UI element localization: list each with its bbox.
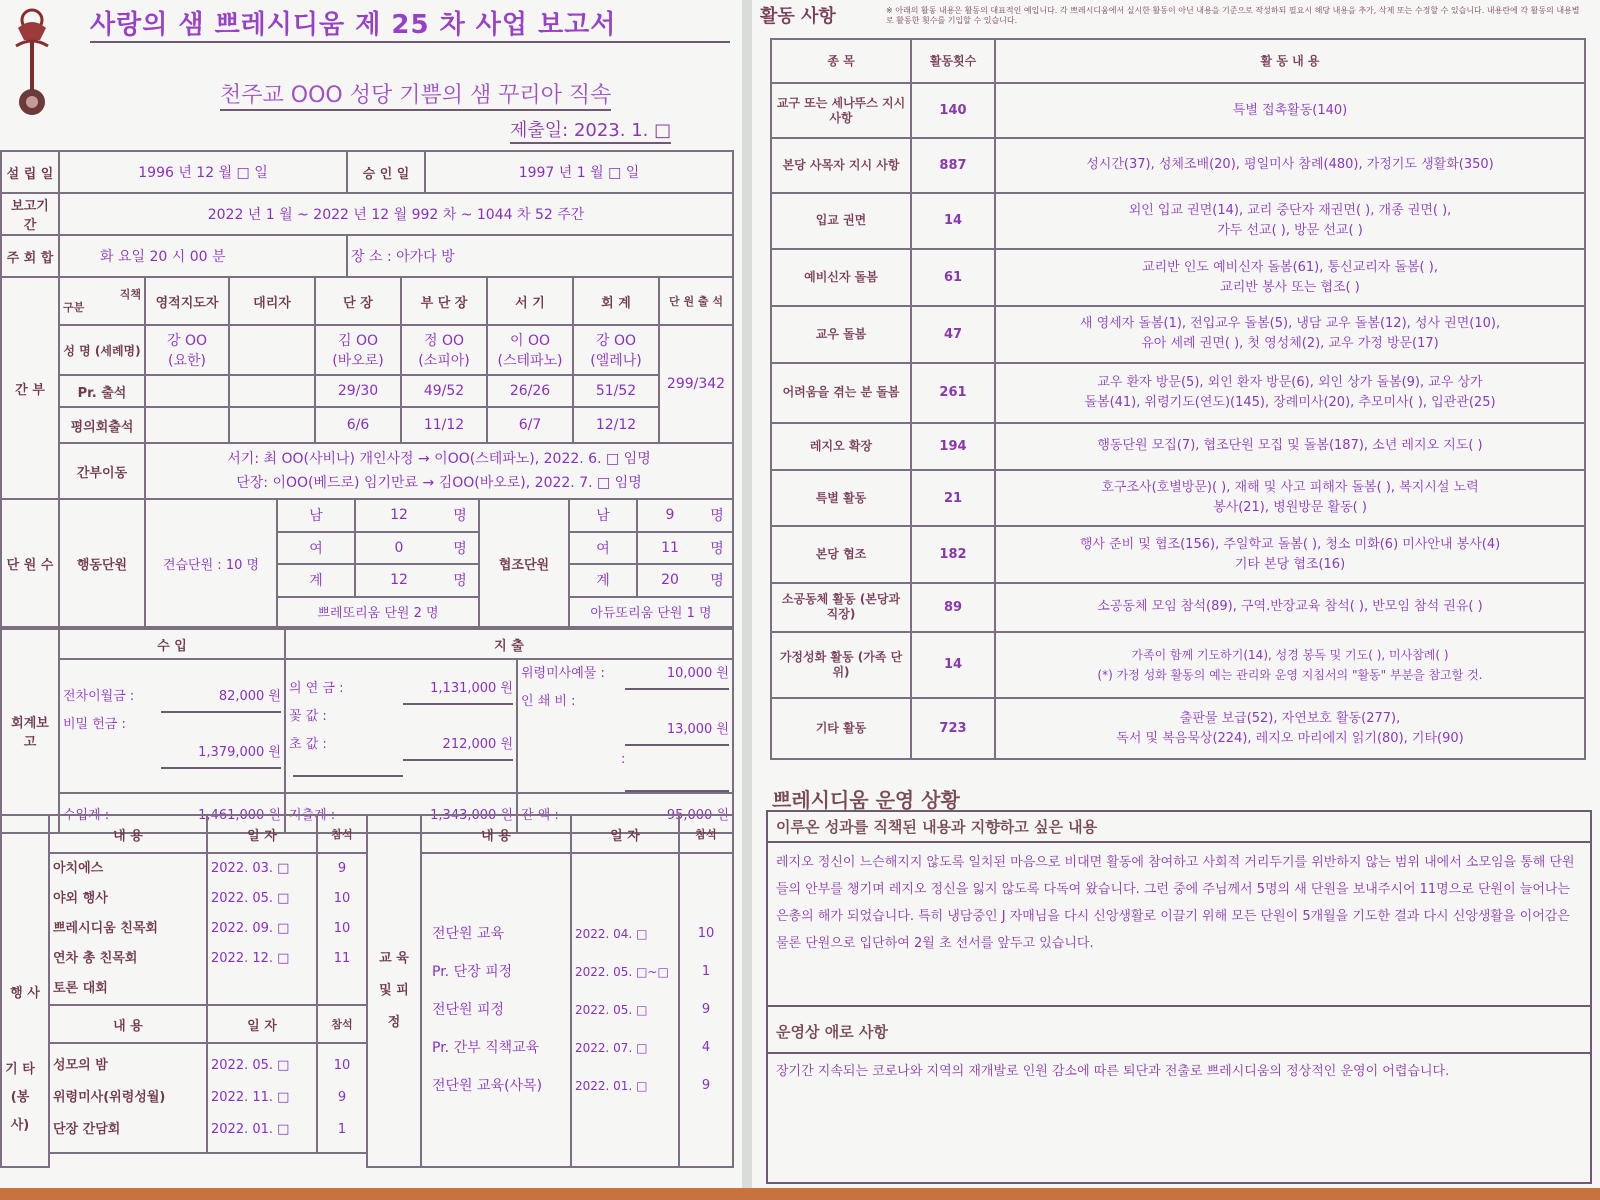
- activity-type: 본당 협조: [771, 526, 911, 583]
- activity-count: 261: [911, 363, 995, 424]
- expense-label: 의 연 금 :: [289, 681, 344, 696]
- officer-name-cell: [145, 325, 229, 375]
- activities-col-content: 활 동 내 용: [995, 39, 1585, 83]
- events-education-table: [0, 814, 734, 1168]
- event-content: 연차 총 친목회: [53, 951, 138, 966]
- expense-cell-2: [517, 659, 733, 793]
- event-content: 야외 행사: [53, 891, 108, 906]
- activity-type: 교우 돌봄: [771, 306, 911, 363]
- pr-attendance-label: Pr. 출석: [59, 375, 145, 407]
- education-col-attend: 참석: [679, 815, 733, 853]
- aux-row-key: 계: [569, 564, 637, 597]
- officer-baptismal: (바오로): [332, 353, 384, 369]
- activity-type: 가정성화 활동 (가족 단위): [771, 632, 911, 699]
- income-total: 1,461,000 원: [198, 807, 281, 823]
- activity-desc-line: 행동단원 모집(7), 협조단원 모집 및 돌봄(187), 소년 레지오 지도( ): [1097, 438, 1483, 454]
- difficulty-body: [768, 1052, 1590, 1089]
- education-content: Pr. 단장 피정: [432, 964, 513, 980]
- difficulty-text: 장기간 지속되는 코로나와 지역의 재개발로 인원 감소에 따른 퇴단과 전출로 쁘레시디움의 정상적인 운영이 어렵습니다.: [776, 1064, 1450, 1079]
- activity-desc: [995, 193, 1585, 250]
- officers-section-label: 간 부: [1, 277, 59, 499]
- activity-type: 특별 활동: [771, 470, 911, 527]
- expense-item: [521, 688, 729, 737]
- officer-change-line: 서기: 최 OO(사비나) 개인사정 → 이OO(스테파노), 2022. 6. □ 임명: [227, 451, 651, 467]
- activity-desc: [995, 306, 1585, 363]
- active-row-unit: 명: [442, 532, 479, 565]
- operation-title: 쁘레시디움 운영 상황: [772, 788, 960, 812]
- officer-change-cell: [145, 443, 733, 499]
- other-content: 위령미사(위령성월): [53, 1090, 166, 1105]
- activity-count: 194: [911, 423, 995, 470]
- aux-row-value: 20: [637, 564, 702, 597]
- active-row-key: 계: [277, 564, 355, 597]
- income-cell: [59, 659, 285, 793]
- activity-desc: [995, 632, 1585, 699]
- activity-desc-line: 교우 환자 방문(5), 외인 환자 방문(6), 외인 상가 돌봄(9), 교우 상가: [1097, 374, 1483, 390]
- submit-date: 제출일: 2023. 1. □: [510, 116, 671, 144]
- activity-desc-line: 행사 준비 및 협조(156), 주일학교 돌봄( ), 청소 미화(6) 미사안내 봉사(4): [1079, 536, 1501, 552]
- achievement-body: [768, 843, 1590, 1007]
- activity-type: 기타 활동: [771, 698, 911, 759]
- expense-value: 10,000 원: [625, 660, 729, 690]
- activity-desc: [995, 138, 1585, 193]
- approved-value: 1997 년 1 월 □ 일: [425, 151, 733, 193]
- officer-name-cell: [229, 325, 315, 375]
- activity-desc-line: 봉사(21), 병원방문 활동( ): [1213, 500, 1367, 516]
- expense-total: 1,343,000 원: [430, 807, 513, 823]
- period-value: 2022 년 1 월 ~ 2022 년 12 월 992 차 ~ 1044 차 52 주간: [59, 193, 733, 235]
- event-attend: 10: [333, 891, 351, 906]
- event-date: 2022. 03. □: [211, 861, 290, 876]
- bottom-border-strip: [0, 1188, 1600, 1200]
- activity-desc-line: 돌봄(41), 위령기도(연도)(145), 장례미사(20), 추모미사( ), 입관관(25): [1084, 394, 1496, 410]
- header-deputy: 대리자: [229, 277, 315, 325]
- officer-baptismal: (소피아): [418, 353, 470, 369]
- pr-attendance-value: [145, 375, 229, 407]
- activity-count: 89: [911, 583, 995, 632]
- other-content: 성모의 밤: [53, 1058, 108, 1073]
- activity-count: 14: [911, 632, 995, 699]
- other-content-list: [49, 1043, 207, 1153]
- education-attend: 9: [701, 1078, 711, 1093]
- expense-cell-1: [285, 659, 517, 793]
- education-content: 전단원 교육(사목): [432, 1078, 543, 1094]
- activity-desc: [995, 583, 1585, 632]
- pr-attendance-value: 51/52: [573, 375, 659, 407]
- event-date: 2022. 05. □: [211, 891, 290, 906]
- activity-count: 887: [911, 138, 995, 193]
- expense-value: [625, 774, 729, 792]
- carry-value: 82,000 원: [161, 683, 281, 713]
- active-members-label: 행동단원: [59, 499, 145, 627]
- council-attendance-label: 평의회출석: [59, 407, 145, 443]
- member-attendance-value: 299/342: [659, 325, 733, 443]
- activities-note: ※ 아래의 활동 내용은 활동의 대표적인 예입니다. 각 쁘레시디움에서 실시한 활동이 아닌 내용을 기준으로 작성하되 필요시 해당 내용을 추가, 삭제 또는 수정할 수 있습니다. 내용란에 각 활동의 내용별로 활동한 횟수를 기입할 수 있습니다.: [886, 6, 1580, 25]
- expense-item: [521, 660, 729, 688]
- officer-name-cell: [573, 325, 659, 375]
- members-table: [0, 498, 734, 628]
- event-content: 아치에스: [53, 861, 104, 876]
- council-attendance-value: 12/12: [573, 407, 659, 443]
- council-attendance-value: [229, 407, 315, 443]
- activity-type: 입교 권면: [771, 193, 911, 250]
- aux-row-value: 11: [637, 532, 702, 565]
- activity-desc: [995, 698, 1585, 759]
- activity-desc: [995, 363, 1585, 424]
- other-section-label: 기 타 (봉사): [5, 1062, 35, 1133]
- auxiliary-members-label: 협조단원: [479, 499, 569, 627]
- activity-type: 소공동체 활동 (본당과 직장): [771, 583, 911, 632]
- other-date-list: [207, 1043, 317, 1153]
- events-col-attend: 참석: [317, 815, 367, 853]
- income-item: [63, 711, 281, 760]
- expense-value: 13,000 원: [625, 716, 729, 746]
- event-content: 토론 대회: [53, 981, 108, 996]
- income-head: 수 입: [59, 629, 285, 659]
- activity-count: 182: [911, 526, 995, 583]
- officer-name-cell: [401, 325, 487, 375]
- members-section-label: 단 원 수: [1, 499, 59, 627]
- other-col-content: 내 용: [49, 1005, 207, 1043]
- difficulty-head-row: [768, 1007, 1590, 1052]
- education-content: 전단원 교육: [432, 926, 505, 942]
- event-date: 2022. 12. □: [211, 951, 290, 966]
- education-col-content: 내 용: [421, 815, 571, 853]
- officer-baptismal: (스테파노): [497, 353, 563, 369]
- activity-desc-line: 교리반 인도 예비신자 돌봄(61), 통신교리자 돌봄( ),: [1142, 259, 1438, 275]
- activity-count: 140: [911, 83, 995, 138]
- activity-desc-line: 새 영세자 돌봄(1), 전입교우 돌봄(5), 냉담 교우 돌봄(12), 성사 권면(10),: [1079, 316, 1501, 332]
- council-attendance-value: 6/7: [487, 407, 573, 443]
- activity-desc-line: 소공동체 모임 참석(89), 구역.반장교육 참석( ), 반모임 참석 권유( ): [1097, 599, 1483, 615]
- corner-top: 직책: [119, 288, 141, 301]
- activity-type: 예비신자 돌봄: [771, 249, 911, 306]
- events-content-list: [49, 853, 207, 1005]
- secret-label: 비밀 헌금 :: [63, 717, 126, 732]
- active-row-value: 12: [355, 499, 442, 532]
- events-section-label: 행 사: [1, 815, 49, 1167]
- events-col-content: 내 용: [49, 815, 207, 853]
- other-col-date: 일 자: [207, 1005, 317, 1043]
- activity-count: 61: [911, 249, 995, 306]
- founded-label: 설 립 일: [1, 151, 59, 193]
- expense-label: 꽃 값 :: [289, 709, 327, 724]
- active-row-value: 12: [355, 564, 442, 597]
- activity-desc: [995, 470, 1585, 527]
- other-attend: 9: [337, 1090, 347, 1105]
- expense-head: 지 출: [285, 629, 733, 659]
- expense-label: :: [621, 752, 626, 767]
- events-col-date: 일 자: [207, 815, 317, 853]
- achievement-head: 이루온 성과를 직책된 내용과 지향하고 싶은 내용: [776, 818, 1098, 836]
- council-attendance-value: [145, 407, 229, 443]
- active-row-value: 0: [355, 532, 442, 565]
- carry-label: 전차이월금 :: [63, 689, 135, 704]
- officer-change-label: 간부이동: [59, 443, 145, 499]
- operation-box: [766, 810, 1592, 1184]
- activity-desc: [995, 249, 1585, 306]
- difficulty-head: 운영상 애로 사항: [776, 1023, 888, 1041]
- header-vice-president: 부 단 장: [401, 277, 487, 325]
- header-president: 단 장: [315, 277, 401, 325]
- active-row-unit: 명: [442, 499, 479, 532]
- balance: 95,000 원: [666, 807, 729, 823]
- education-date: 2022. 05. □: [575, 1003, 648, 1017]
- event-date: [211, 974, 313, 1004]
- officer-name: 강 OO: [595, 333, 636, 349]
- activities-col-type: 종 목: [771, 39, 911, 83]
- education-date: 2022. 04. □: [575, 927, 648, 941]
- pr-attendance-value: 29/30: [315, 375, 401, 407]
- activities-title: 활동 사항: [760, 6, 836, 27]
- event-attend: 11: [333, 951, 351, 966]
- council-attendance-value: 6/6: [315, 407, 401, 443]
- corner-bottom: 구분: [63, 301, 85, 314]
- aux-row-unit: 명: [702, 499, 733, 532]
- education-content-list: [421, 853, 571, 1167]
- activity-type: 교구 또는 세나뚜스 지시 사항: [771, 83, 911, 138]
- officer-name-cell: [315, 325, 401, 375]
- activity-type: 본당 사목자 지시 사항: [771, 138, 911, 193]
- officer-name: 강 OO: [166, 333, 207, 349]
- activity-desc-line: 독서 및 복음묵상(224), 레지오 마리에지 읽기(80), 기타(90): [1116, 730, 1464, 746]
- period-label: 보고기간: [1, 193, 59, 235]
- active-row-key: 남: [277, 499, 355, 532]
- officers-corner: [59, 277, 145, 325]
- header-treasurer: 회 계: [573, 277, 659, 325]
- education-content: 전단원 피정: [432, 1002, 505, 1018]
- event-attend: 10: [333, 921, 351, 936]
- other-date: 2022. 05. □: [211, 1058, 290, 1073]
- approved-label: 승 인 일: [347, 151, 425, 193]
- officer-baptismal: (요한): [168, 353, 206, 369]
- income-total-label: 수입계 :: [63, 807, 110, 823]
- activity-count: 723: [911, 698, 995, 759]
- activity-desc-line: 가족이 함께 기도하기(14), 성경 봉독 및 기도( ), 미사참례( ): [1131, 647, 1449, 662]
- expense-label: 인 쇄 비 :: [521, 694, 576, 709]
- active-row-key: 여: [277, 532, 355, 565]
- legion-emblem-icon: [8, 6, 64, 118]
- meeting-place: 장 소 : 아가다 방: [347, 235, 733, 277]
- name-label: 성 명 (세례명): [59, 325, 145, 375]
- aux-row-value: 9: [637, 499, 702, 532]
- activities-col-count: 활동횟수: [911, 39, 995, 83]
- education-section-label: 교 육 및 피 정: [367, 815, 421, 1167]
- active-row-unit: 명: [442, 564, 479, 597]
- other-attend-list: [317, 1043, 367, 1153]
- expense-total-label: 지출계 :: [289, 807, 336, 823]
- report-left-page: [0, 0, 742, 1188]
- spacer-cell: [49, 1153, 367, 1167]
- activity-desc-line: 가두 선교( ), 방문 선교( ): [1217, 222, 1363, 238]
- activity-desc-line: (*) 가정 성화 활동의 예는 관리와 운영 지침서의 "활동" 부분을 참고할 것.: [1097, 667, 1483, 682]
- achievement-text: 레지오 정신이 느슨해지지 않도록 일치된 마음으로 비대면 활동에 참여하고 사회적 거리두기를 위반하지 않는 범위 내에서 소모임을 통해 단원들의 안부를 챙기며 레지오 정신을 잃지 않도록 다독여 왔습니다. 그런 중에 주님께서 5명의 새 단원을 보내주시어 11명으로 단원이 늘어나는 은총의 해가 되었습니다. 특히 냉담중인 J 자매님을 다시 신앙생활로 이끌기 위해 모든 단원이 5개월을 기도한 결과 다시 신앙생활을 이어감은 물론 단원으로 입단하여 2월 초 선서를 앞두고 있습니다.: [776, 855, 1575, 951]
- event-attend: 9: [337, 861, 347, 876]
- header-member-attendance: 단 원 출 석: [659, 277, 733, 325]
- header-secretary: 서 기: [487, 277, 573, 325]
- activity-desc-line: 호구조사(호별방문)( ), 재해 및 사고 피해자 돌봄( ), 복지시설 노력: [1101, 480, 1479, 496]
- aux-row-key: 여: [569, 532, 637, 565]
- events-date-list: [207, 853, 317, 1005]
- education-date: 2022. 01. □: [575, 1079, 648, 1093]
- education-attend: 9: [701, 1002, 711, 1017]
- founded-value: 1996 년 12 월 □ 일: [59, 151, 347, 193]
- activities-table: [770, 38, 1586, 760]
- officer-name: 이 OO: [509, 333, 550, 349]
- other-date: 2022. 01. □: [211, 1122, 290, 1137]
- event-date: 2022. 09. □: [211, 921, 290, 936]
- trainee-members: 견습단원 : 10 명: [145, 499, 277, 627]
- other-attend: 1: [337, 1122, 347, 1137]
- pr-attendance-value: 49/52: [401, 375, 487, 407]
- education-attend: 1: [701, 964, 711, 979]
- expense-item: [289, 675, 513, 703]
- council-attendance-value: 11/12: [401, 407, 487, 443]
- activity-type: 어려움을 겪는 분 돌봄: [771, 363, 911, 424]
- meeting-label: 주 회 합: [1, 235, 59, 277]
- meeting-value: 화 요일 20 시 00 분: [59, 235, 347, 277]
- report-subtitle: 천주교 OOO 성당 기쁨의 샘 꾸리아 직속: [220, 78, 611, 111]
- officer-baptismal: (엘레나): [590, 353, 642, 369]
- activity-count: 14: [911, 193, 995, 250]
- activity-desc: [995, 526, 1585, 583]
- education-date: 2022. 07. □: [575, 1041, 648, 1055]
- education-attend-list: [679, 853, 733, 1167]
- event-content: 쁘레시디움 친목회: [53, 921, 158, 936]
- active-tribune: 쁘레또리움 단원 2 명: [277, 597, 479, 628]
- achievement-head-row: [768, 812, 1590, 843]
- expense-label: 초 값 :: [289, 737, 327, 752]
- activity-desc-line: 출판물 보급(52), 자연보호 활동(277),: [1179, 710, 1401, 726]
- other-col-attend: 참석: [317, 1005, 367, 1043]
- other-content: 단장 간담회: [53, 1122, 121, 1137]
- activity-desc-line: 유아 세례 권면( ), 첫 영성체(2), 교우 가정 방문(17): [1141, 336, 1439, 352]
- education-date: 2022. 05. □~□: [575, 965, 669, 979]
- pr-attendance-value: 26/26: [487, 375, 573, 407]
- pr-attendance-value: [229, 375, 315, 407]
- expense-value: 1,131,000 원: [403, 675, 513, 705]
- header-spiritual-director: 영적지도자: [145, 277, 229, 325]
- education-date-list: [571, 853, 679, 1167]
- finance-section-label: 회계보고: [1, 629, 59, 833]
- finance-table: [0, 628, 734, 834]
- aux-tribune: 아듀또리움 단원 1 명: [569, 597, 733, 628]
- officer-name: 김 OO: [337, 333, 378, 349]
- activity-count: 21: [911, 470, 995, 527]
- education-attend: 10: [697, 926, 715, 941]
- event-attend: [321, 974, 363, 1004]
- expense-value: [293, 759, 403, 777]
- activity-desc-line: 성시간(37), 성체조배(20), 평일미사 참례(480), 가정기도 생활화(350): [1086, 157, 1494, 173]
- education-col-date: 일 자: [571, 815, 679, 853]
- activity-desc-line: 교리반 봉사 또는 협조( ): [1220, 279, 1360, 295]
- basic-info-table: [0, 150, 734, 278]
- aux-row-unit: 명: [702, 564, 733, 597]
- activity-desc-line: 특별 접촉활동(140): [1232, 102, 1348, 118]
- activity-desc-line: 외인 입교 권면(14), 교리 중단자 재권면( ), 개종 권면( ),: [1128, 202, 1452, 218]
- activity-count: 47: [911, 306, 995, 363]
- expense-label: 위령미사예물 :: [521, 666, 605, 681]
- officer-name: 정 OO: [423, 333, 464, 349]
- other-attend: 10: [333, 1058, 351, 1073]
- activity-desc: [995, 83, 1585, 138]
- activity-desc-line: 기타 본당 협조(16): [1234, 556, 1346, 572]
- activity-type: 레지오 확장: [771, 423, 911, 470]
- officer-change-line: 단장: 이OO(베드로) 임기만료 → 김OO(바오로), 2022. 7. □ 임명: [236, 475, 642, 491]
- aux-row-unit: 명: [702, 532, 733, 565]
- report-title: 사랑의 샘 쁘레시디움 제 25 차 사업 보고서: [90, 4, 730, 43]
- officers-table: [0, 276, 734, 500]
- secret-value: 1,379,000 원: [161, 739, 281, 769]
- officer-name-cell: [487, 325, 573, 375]
- education-content: Pr. 간부 직책교육: [432, 1040, 540, 1056]
- events-attend-list: [317, 853, 367, 1005]
- expense-value: 212,000 원: [403, 731, 513, 761]
- balance-label: 잔 액 :: [521, 807, 559, 823]
- income-item: [63, 683, 281, 711]
- aux-row-key: 남: [569, 499, 637, 532]
- other-date: 2022. 11. □: [211, 1090, 290, 1105]
- education-attend: 4: [701, 1040, 711, 1055]
- activity-desc: [995, 423, 1585, 470]
